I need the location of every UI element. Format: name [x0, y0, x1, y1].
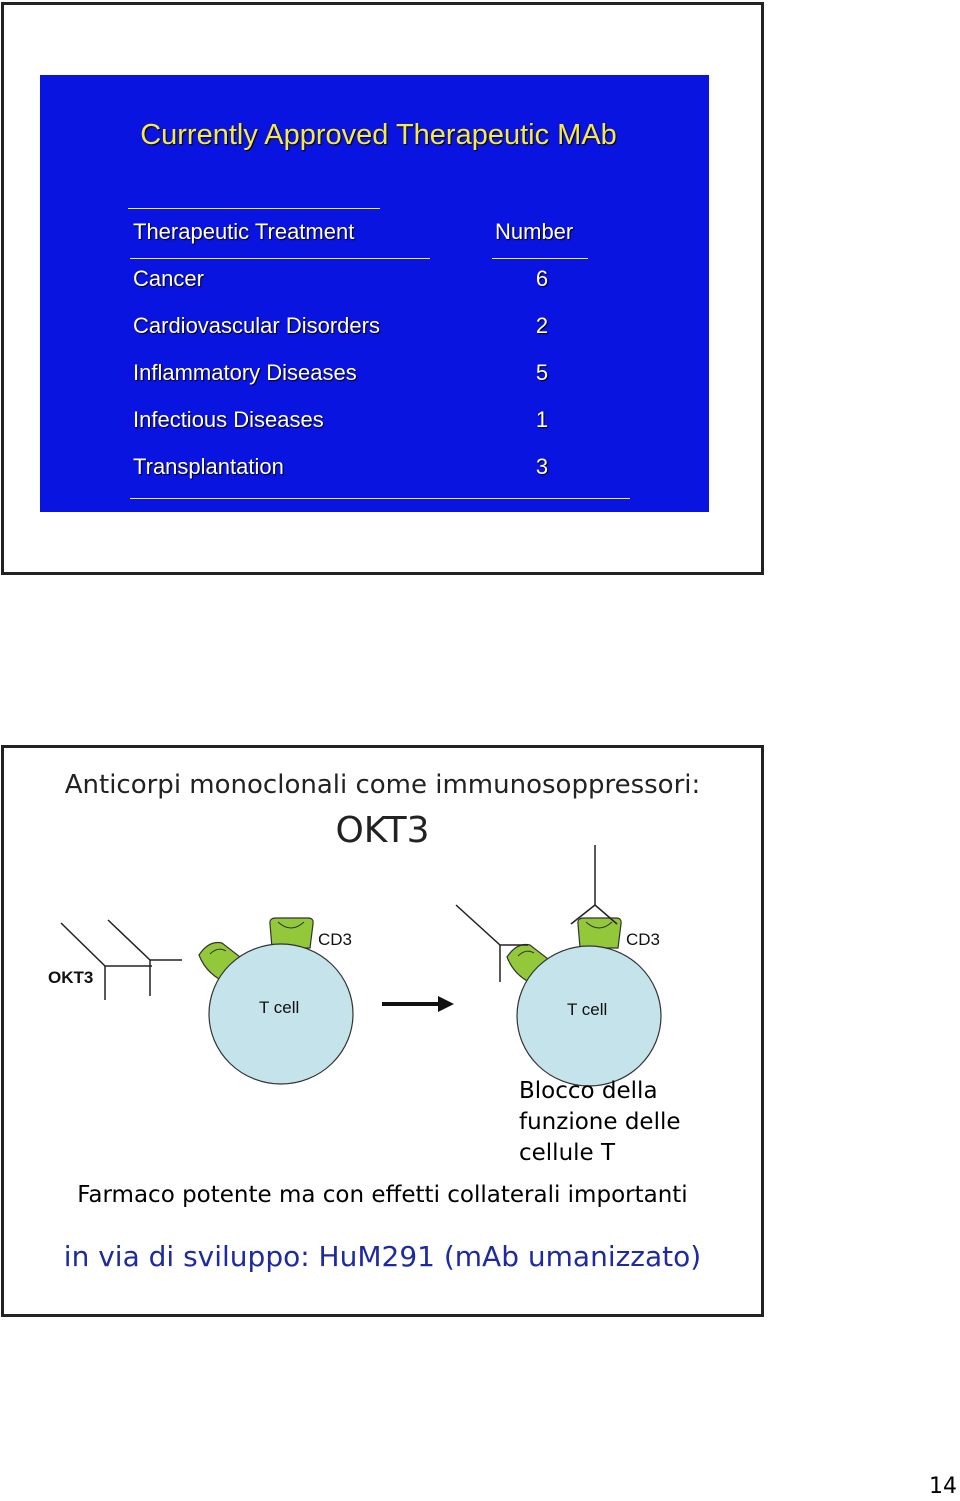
table-header-treatment: Therapeutic Treatment	[133, 219, 355, 244]
table-cell-treatment: Inflammatory Diseases	[133, 360, 357, 385]
header-rule-treatment	[130, 258, 430, 259]
slide-approved-mab	[1, 2, 764, 575]
okt3-diagram	[4, 748, 761, 1314]
t-cell-label-left: T cell	[259, 998, 300, 1017]
slide-title: Currently Approved Therapeutic MAb	[140, 119, 617, 151]
table-top-rule	[128, 208, 380, 209]
cd3-label-left: CD3	[318, 930, 353, 949]
table-cell-number: 6	[535, 266, 549, 291]
slide-subtitle: OKT3	[335, 810, 430, 851]
antibody-icon	[61, 923, 152, 1000]
t-cell-label-right: T cell	[567, 1000, 608, 1019]
table-cell-number: 3	[535, 454, 549, 479]
table-cell-number: 1	[535, 407, 549, 432]
table-cell-treatment: Cardiovascular Disorders	[133, 313, 380, 338]
table-cell-number: 2	[535, 313, 549, 338]
blocco-line: cellule T	[519, 1140, 616, 1166]
arrow-right-icon	[382, 996, 454, 1012]
antibody-label: OKT3	[48, 968, 94, 987]
sviluppo-text: in via di sviluppo: HuM291 (mAb umanizzato)	[63, 1240, 702, 1273]
blocco-text	[519, 1076, 681, 1169]
page-number: 14	[929, 1474, 957, 1499]
table-cell-number: 5	[535, 360, 549, 385]
slide-title: Anticorpi monoclonali come immunosoppressori:	[64, 770, 701, 800]
slide-okt3	[1, 745, 764, 1317]
blocco-line: Blocco della	[519, 1078, 658, 1104]
table-cell-treatment: Cancer	[133, 266, 204, 291]
table-bottom-rule	[130, 498, 630, 499]
blocco-line: funzione delle	[519, 1109, 681, 1135]
cd3-receptor-icon	[270, 918, 313, 948]
blue-slide-panel	[40, 75, 709, 512]
farmaco-text: Farmaco potente ma con effetti collaterali importanti	[77, 1182, 688, 1208]
header-rule-number	[492, 258, 588, 259]
table-cell-treatment: Transplantation	[133, 454, 284, 479]
table-cell-treatment: Infectious Diseases	[133, 407, 324, 432]
antibody-icon	[571, 845, 617, 924]
cd3-label-right: CD3	[626, 930, 661, 949]
table-header-number: Number	[495, 219, 574, 244]
antibody-icon	[108, 920, 182, 996]
